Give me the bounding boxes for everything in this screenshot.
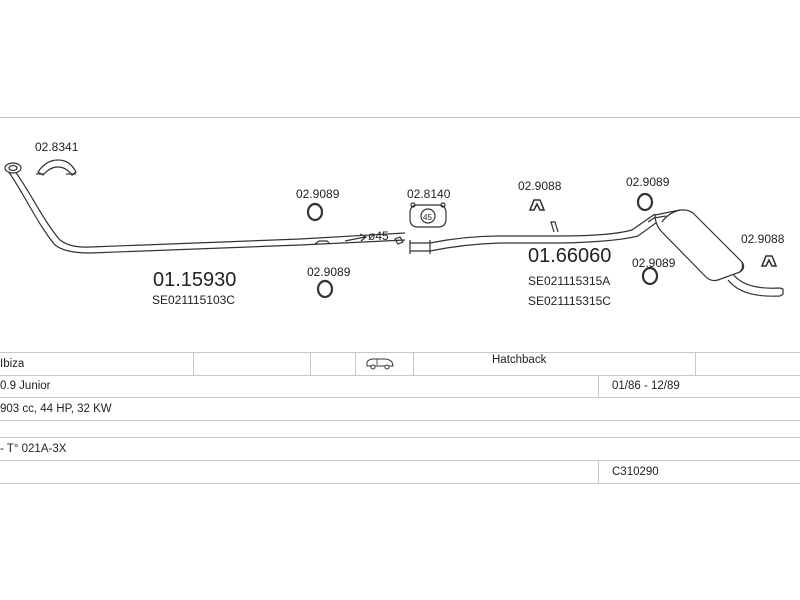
rear-pipe-ref: SE021115315C	[528, 294, 611, 308]
rear-muffler	[648, 210, 783, 296]
catalog-code-cell: C310290	[612, 466, 659, 478]
gasket-inner-label: 45	[423, 213, 432, 222]
accessory-label-hanger: 02.9088	[518, 179, 562, 193]
rear-pipe-part-number: 01.66060	[528, 245, 612, 267]
divider	[695, 353, 696, 375]
divider	[355, 353, 356, 375]
body-type-cell: Hatchback	[492, 354, 547, 366]
table-row	[0, 352, 800, 376]
front-pipe-part-number: 01.15930	[153, 269, 237, 291]
rear-pipe-ref: SE021115315A	[528, 274, 611, 288]
diameter-marker	[345, 234, 366, 241]
table-row	[0, 398, 800, 421]
accessory-label-hanger: 02.9088	[741, 232, 785, 246]
rubber-ring-icon	[643, 268, 657, 284]
table-row	[0, 438, 800, 461]
front-pipe	[5, 163, 405, 253]
diameter-label: ø45	[368, 229, 389, 243]
divider	[598, 461, 599, 483]
accessory-label-ring: 02.9089	[632, 256, 676, 270]
engine-specs-cell: 903 cc, 44 HP, 32 KW	[0, 403, 112, 415]
hanger-icon	[530, 200, 544, 210]
rubber-ring-icon	[318, 281, 332, 297]
table-row	[0, 375, 800, 398]
hanger-icon	[762, 256, 776, 266]
divider	[598, 375, 599, 397]
table-row	[0, 461, 800, 484]
table-row	[0, 421, 800, 438]
accessory-label-ring: 02.9089	[296, 187, 340, 201]
engine-code-cell: - T° 021A-3X	[0, 443, 67, 455]
rubber-ring-icon	[308, 204, 322, 220]
production-period-cell: 01/86 - 12/89	[612, 380, 680, 392]
divider	[193, 353, 194, 375]
accessory-label-gasket: 02.8140	[407, 187, 451, 201]
accessory-label-clamp: 02.8341	[35, 140, 79, 154]
divider	[413, 353, 414, 375]
front-pipe-ref: SE021115103C	[152, 293, 235, 307]
divider	[310, 353, 311, 375]
accessory-label-ring: 02.9089	[626, 175, 670, 189]
variant-cell: 0.9 Junior	[0, 380, 51, 392]
accessory-label-ring: 02.9089	[307, 265, 351, 279]
rubber-ring-icon	[638, 194, 652, 210]
model-cell: Ibiza	[0, 358, 25, 370]
clamp-icon	[36, 160, 76, 175]
